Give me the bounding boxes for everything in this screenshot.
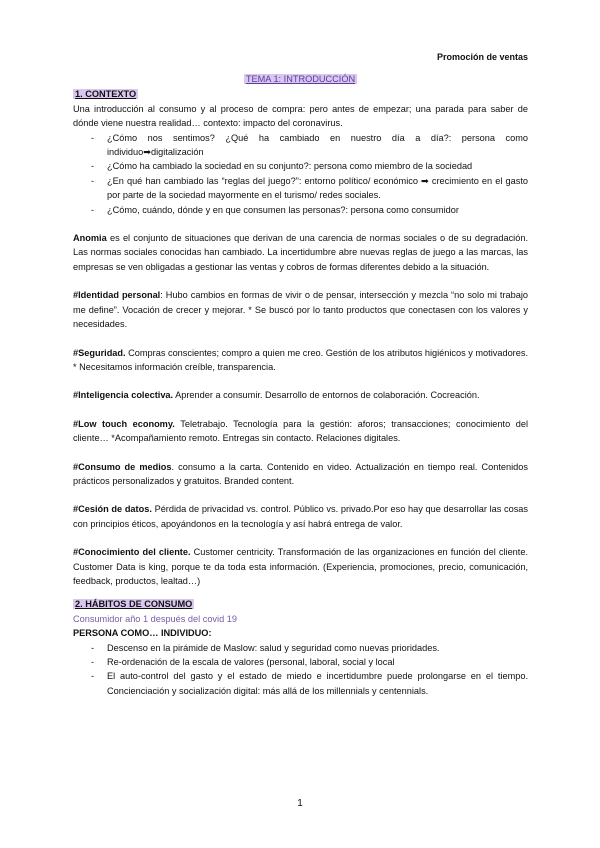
- topic-paragraph: [73, 346, 528, 375]
- topic-label: #Low touch economy.: [73, 418, 175, 429]
- topic-label: #Consumo de medios: [73, 461, 172, 472]
- page-number: 1: [297, 798, 303, 809]
- list-item: - ¿Cómo nos sentimos? ¿Qué ha cambiado en nuestro día a día?: persona como individuo➡digitalización: [91, 131, 528, 160]
- topic-text: Teletrabajo. Tecnología para la gestión: aforos; transacciones; conocimiento del cliente… *Acompañamiento remoto. Entregas sin contacto. Relaciones digitales.: [73, 418, 529, 444]
- context-question-list: [73, 131, 528, 217]
- list-item: - El auto-control del gasto y el estado de miedo e incertidumbre puede prolongarse en el tiempo. Concienciación y socialización digital: más allá de los millennials y centennials.: [91, 669, 528, 698]
- chapter-title: TEMA 1: INTRODUCCIÓN: [245, 74, 356, 84]
- topic-paragraph: [73, 502, 528, 531]
- anomia-text: es el conjunto de situaciones que derivan de una carencia de normas sociales o de su degradación. Las normas sociales conocidas han cambiado. La incertidumbre abre nuevas reglas de juego a las marcas, las empresas se ven obligadas a gestionar las ventas y cobros de formas diferentes debido a la situación.: [73, 233, 528, 272]
- page-content: [73, 72, 528, 698]
- list-item: - ¿En qué han cambiado las “reglas del juego?”: entorno político/ económico ➡ crecimiento en el gasto por parte de la sociedad mayormente en el turismo/ redes sociales.: [91, 174, 528, 203]
- list-item: - ¿Cómo ha cambiado la sociedad en su conjunto?: persona como miembro de la sociedad: [91, 159, 528, 173]
- section-subtitle: Consumidor año 1 después del covid 19: [73, 613, 237, 624]
- habits-list: [73, 641, 528, 699]
- topic-paragraph: [73, 545, 528, 588]
- topic-text: Aprender a consumir. Desarrollo de entornos de colaboración. Cocreación.: [173, 390, 480, 401]
- topic-label: #Cesión de datos.: [73, 504, 152, 515]
- section-heading-contexto: 1. CONTEXTO: [75, 89, 137, 100]
- topic-text: . consumo a la carta. Contenido en video. Actualización en tiempo real. Contenidos prácticos personalizados y gratuitos. Branded content.: [73, 461, 528, 486]
- topic-paragraph: [73, 460, 528, 489]
- topic-label: #Identidad personal: [73, 290, 161, 301]
- list-item: - Re-ordenación de la escala de valores (personal, laboral, social y local: [91, 655, 528, 669]
- topic-label: #Seguridad.: [73, 347, 126, 358]
- persona-heading: PERSONA COMO… INDIVIDUO:: [73, 628, 212, 639]
- anomia-term: Anomia: [73, 233, 107, 244]
- topic-label: #Inteligencia colectiva.: [73, 390, 174, 401]
- section-heading-habitos: 2. HÁBITOS DE CONSUMO: [75, 599, 193, 610]
- running-header: Promoción de ventas: [436, 52, 528, 62]
- topic-text: Pérdida de privacidad vs. control. Público vs. privado.Por eso hay que desarrollar las cosas con principios éticos, apoyándonos en la tecnología y así habrá entrega de valor.: [73, 504, 529, 529]
- topic-paragraph: [73, 388, 528, 402]
- topic-paragraph: [73, 417, 528, 446]
- anomia-paragraph: [73, 231, 528, 274]
- topic-text: Compras conscientes; compro a quien me creo. Gestión de los atributos higiénicos y motivadores. * Necesitamos información creíble, transparencia.: [73, 347, 528, 372]
- topic-text: : Hubo cambios en formas de vivir o de pensar, intersección y mezcla “no solo mi trabajo me define”. Vocación de crecer y mejorar. * Se buscó por lo tanto productos que conectasen con los valores y necesidades.: [73, 290, 528, 330]
- topic-text: Customer centricity. Transformación de las organizaciones en función del cliente. Customer Data is king, porque te da toda esta información. (Experiencia, promociones, precio, comunicación, feedback, productos, lealtad…): [73, 547, 528, 586]
- list-item: - Descenso en la pirámide de Maslow: salud y seguridad como nuevas prioridades.: [91, 641, 528, 655]
- topic-label: #Conocimiento del cliente.: [73, 547, 191, 558]
- intro-paragraph: Una introducción al consumo y al proceso de compra: pero antes de empezar; una parada para saber de dónde viene nuestra realidad… contexto: impacto del coronavirus.: [73, 103, 528, 129]
- list-item: - ¿Cómo, cuándo, dónde y en que consumen las personas?: persona como consumidor: [91, 203, 528, 217]
- topic-paragraph: [73, 288, 528, 331]
